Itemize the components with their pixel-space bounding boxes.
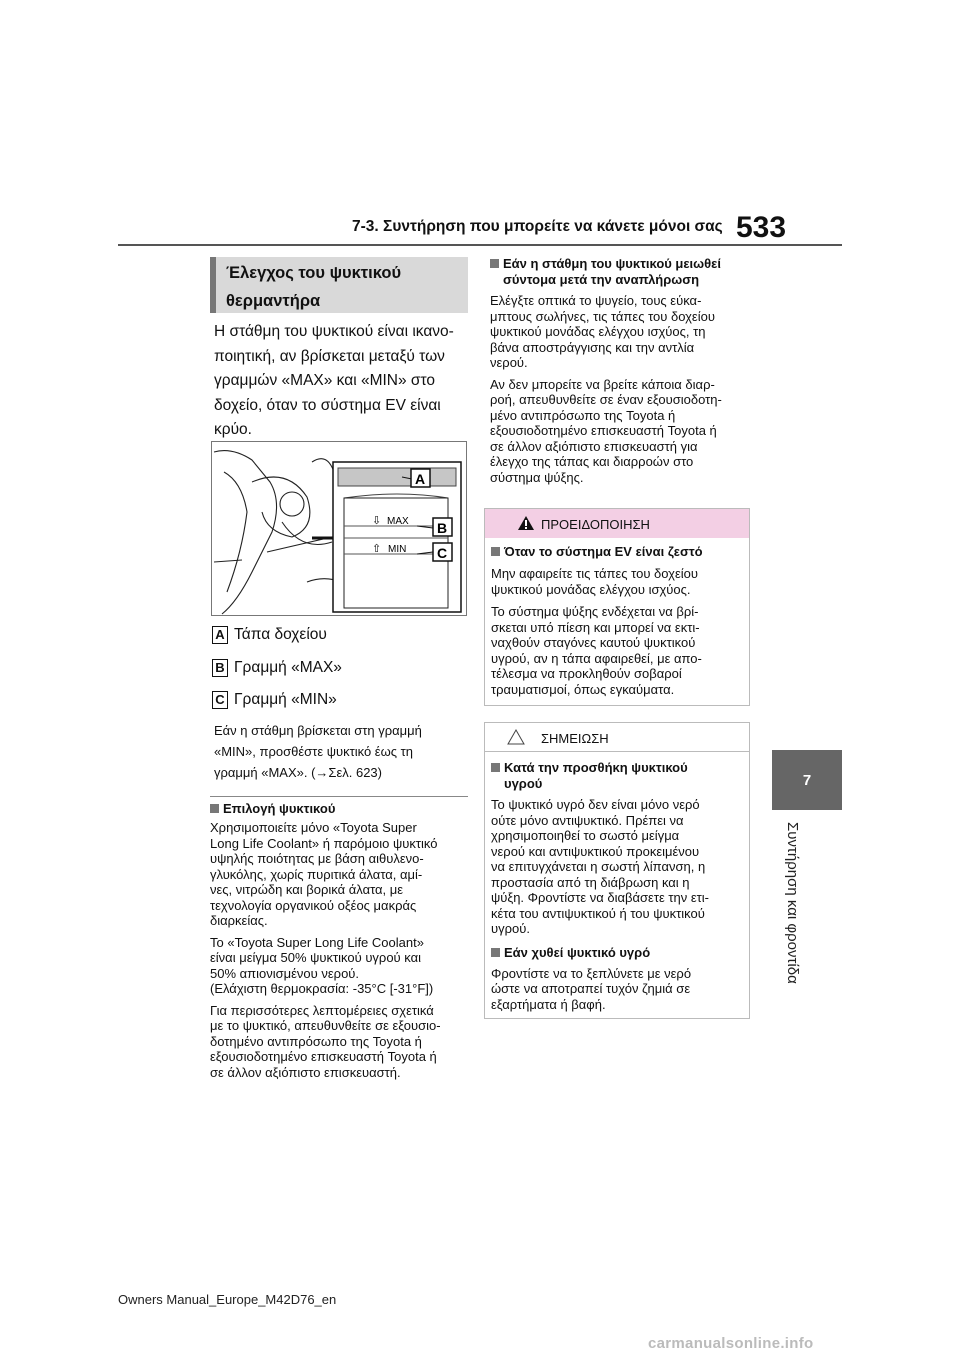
legend-item-c xyxy=(212,690,337,710)
legend-tag-c: C xyxy=(212,691,228,709)
divider xyxy=(210,796,468,797)
coolant-selection-section xyxy=(210,801,472,1080)
level-drops-para-2: Αν δεν μπορείτε να βρείτε κάποια διαρ- ροή, απευθυνθείτε σε έναν εξουσιοδοτη- μένο αντιπρόσωπο της Toyota ή εξουσιοδοτημένο επισκευαστή Toyota ή σε άλλον αξιόπιστο επισκευαστή για έλεγχο της τάπας και διαρροών στο σύστημα ψύξης. xyxy=(490,376,722,485)
coolant-selection-para-2: Το «Toyota Super Long Life Coolant» είναι μείγμα 50% ψυκτικού υγρού και 50% απιονισμένου νερού. (Ελάχιστη θερμοκρασία: -35°C [-31°F]) xyxy=(210,934,434,996)
level-drops-para-1: Ελέγξτε οπτικά το ψυγείο, τους εύκα- μπτους σωλήνες, τις τάπες του δοχείου ψυκτικού μονάδας ελέγχου ισχύος, τη βάνα αποστράγγισης και την αντλία νερού. xyxy=(490,293,715,370)
notice-heading-2: Εάν χυθεί ψυκτικό υγρό xyxy=(504,944,651,960)
figure-min-text: MIN xyxy=(388,544,407,555)
refill-note: Εάν η στάθμη βρίσκεται στη γραμμή «MIN», προσθέστε ψυκτικό έως τη γραμμή «MAX». (→Σελ. 623) xyxy=(214,723,422,780)
bullet-square-icon xyxy=(210,804,219,813)
coolant-selection-heading: Επιλογή ψυκτικού xyxy=(223,801,336,816)
bullet-square-icon xyxy=(491,547,500,556)
legend-item-a xyxy=(212,625,327,645)
svg-text:⇩: ⇩ xyxy=(372,515,382,527)
figure-label-a: A xyxy=(415,471,426,487)
coolant-reservoir-figure xyxy=(211,441,467,616)
figure-label-b: B xyxy=(437,520,448,536)
notice-box: ΣΗΜΕΙΩΣΗ Κατά την προσθήκη ψυκτικού υγρού Το ψυκτικό υγρό δεν είναι μόνο νερό ούτε μόνο αντιψυκτικό. Πρέπει να χρησιμοποιηθεί το σωστό μείγμα νερού και αντιψυκτικού προκειμένου να επιτυγχάνεται η σωστή λίπανση, η προστασία από τη διάβρωση και η ψύξη. Φροντίστε να διαβάσετε την ετι- κέτα του αντιψυκτικού ή του ψυκτικού υγρού. Εάν χυθεί ψυκτικό υγρό Φροντίστε να το ξεπλύνετε με νερό ώστε να αποτραπεί τυχόν ζημιά σε εξαρτήματα ή βαφή. xyxy=(484,722,750,1019)
notice-header xyxy=(485,723,749,752)
header-rule xyxy=(118,244,842,246)
legend-text-c: Γραμμή «MIN» xyxy=(234,691,337,708)
figure-max-text: MAX xyxy=(387,516,409,527)
notice-para-2: Φροντίστε να το ξεπλύνετε με νερό ώστε να αποτραπεί τυχόν ζημιά σε εξαρτήματα ή βαφή. xyxy=(491,965,692,1012)
legend-tag-a: A xyxy=(212,626,228,644)
warning-triangle-icon xyxy=(517,515,535,531)
bullet-square-icon xyxy=(491,948,500,957)
coolant-selection-para-1: Χρησιμοποιείτε μόνο «Toyota Super Long Life Coolant» ή παρόμοιο ψυκτικό υψηλής ποιότητας με βάση αιθυλενο- γλυκόλης, χωρίς πυριτικά άλατα, αμί- νες, νιτρώδη και βορικά άλατα, με τεχνολογία οργανικού οξέος μακράς διαρκείας. xyxy=(210,820,438,928)
coolant-selection-para-3: Για περισσότερες λεπτομέρειες σχετικά με το ψυκτικό, απευθυνθείτε σε εξουσιο- δοτημένο αντιπρόσωπο της Toyota ή εξουσιοδοτημένο επισκευαστή Toyota ή σε άλλον αξιόπιστο επισκευαστή. xyxy=(210,1002,441,1080)
section-heading-line-1: Έλεγχος του ψυκτικού xyxy=(226,264,402,282)
warning-box xyxy=(484,508,750,706)
level-drops-section: Εάν η στάθμη του ψυκτικού μειωθεί σύντομα μετά την αναπλήρωση Ελέγξτε οπτικά το ψυγείο, τους εύκα- μπτους σωλήνες, τις τάπες του δοχείου ψυκτικού μονάδας ελέγχου ισχύος, τη βάνα αποστράγγισης και την αντλία νερού. Αν δεν μπορείτε να βρείτε κάποια διαρ- ροή, απευθυνθείτε σε έναν εξουσιοδοτη- μένο αντιπρόσωπο της Toyota ή εξουσιοδοτημένο επισκευαστή Toyota ή σε άλλον αξιόπιστο επισκευαστή για έλεγχο της τάπας και διαρροών στο σύστημα ψύξης. xyxy=(490,256,758,485)
legend-text-a: Τάπα δοχείου xyxy=(234,626,327,643)
chapter-title: Συντήρηση και φροντίδα xyxy=(784,822,801,984)
legend-tag-b: B xyxy=(212,659,228,677)
notice-triangle-icon xyxy=(507,729,525,745)
warning-para-1: Μην αφαιρείτε τις τάπες του δοχείου ψυκτικού μονάδας ελέγχου ισχύος. xyxy=(491,566,699,597)
footer-text: Owners Manual_Europe_M42D76_en xyxy=(118,1292,337,1307)
figure-label-c: C xyxy=(437,545,448,561)
chapter-tab: 7 xyxy=(772,750,842,810)
section-heading-box xyxy=(210,257,468,313)
section-title: 7-3. Συντήρηση που μπορείτε να κάνετε μόνοι σας xyxy=(352,218,723,235)
legend-item-b xyxy=(212,658,342,678)
warning-para-2: Το σύστημα ψύξης ενδέχεται να βρί- σκεται υπό πίεση και μπορεί να εκτι- ναχθούν σταγόνες καυτού ψυκτικού υγρού, αν η τάπα αφαιρεθεί, με απο- τέλεσμα να προκληθούν σοβαροί τραυματισμοί, όπως εγκαύματα. xyxy=(491,604,702,697)
intro-paragraph: Η στάθμη του ψυκτικού είναι ικανο- ποιητική, αν βρίσκεται μεταξύ των γραμμών «MAX» και «MIN» στο δοχείο, όταν το σύστημα EV είναι κρύο. xyxy=(214,323,454,438)
warning-heading: Όταν το σύστημα EV είναι ζεστό xyxy=(504,544,703,559)
legend-text-b: Γραμμή «MAX» xyxy=(234,659,342,676)
svg-text:⇧: ⇧ xyxy=(372,543,382,555)
warning-title: ΠΡΟΕΙΔΟΠΟΙΗΣΗ xyxy=(541,517,650,532)
page-number: 533 xyxy=(736,211,787,244)
reservoir-illustration xyxy=(212,442,466,615)
section-heading-line-2: θερμαντήρα xyxy=(226,292,321,310)
notice-para-1: Το ψυκτικό υγρό δεν είναι μόνο νερό ούτε μόνο αντιψυκτικό. Πρέπει να χρησιμοποιηθεί το σωστό μείγμα νερού και αντιψυκτικού προκειμένου να επιτυγχάνεται η σωστή λίπανση, η προστασία από τη διάβρωση και η ψύξη. Φροντίστε να διαβάσετε την ετι- κέτα του αντιψυκτικού ή του ψυκτικού υγρού. xyxy=(491,797,709,936)
bullet-square-icon xyxy=(490,259,499,268)
watermark: carmanualsonline.info xyxy=(648,1335,814,1352)
warning-header xyxy=(485,509,749,538)
notice-title: ΣΗΜΕΙΩΣΗ xyxy=(541,731,609,746)
bullet-square-icon xyxy=(491,763,500,772)
